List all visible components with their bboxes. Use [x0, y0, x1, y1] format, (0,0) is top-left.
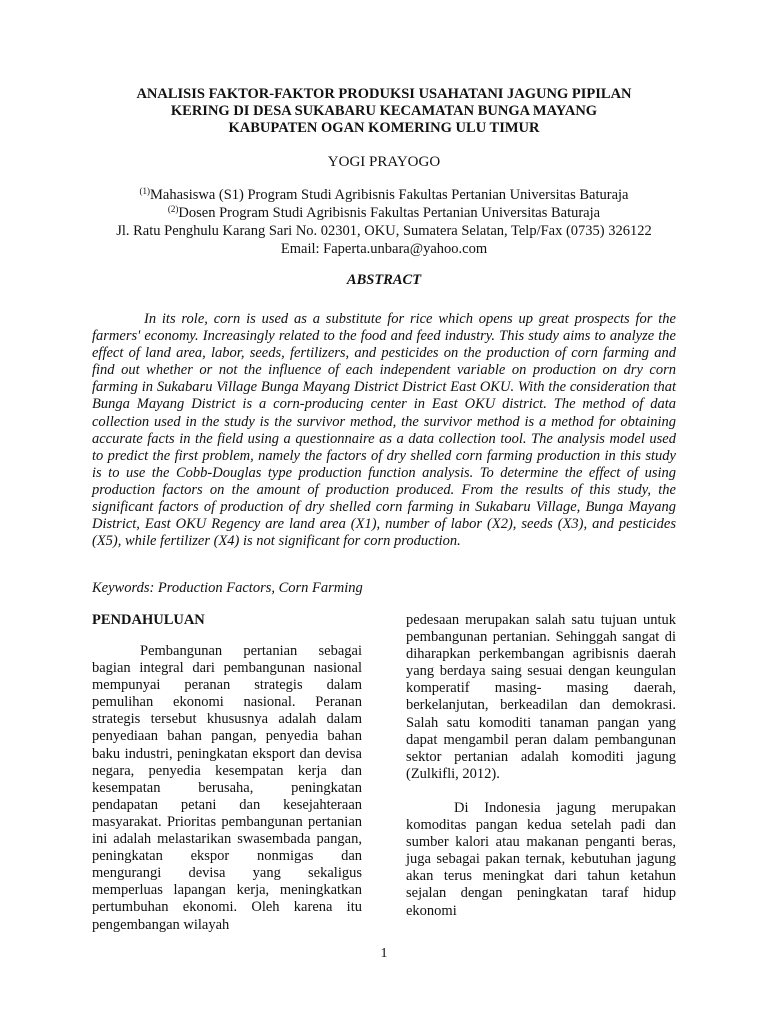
affiliation-address: Jl. Ratu Penghulu Karang Sari No. 02301, OKU, Sumatera Selatan, Telp/Fax (0735) 326122 — [116, 223, 652, 239]
affiliation-line-2 — [0, 204, 768, 222]
page-number: 1 — [380, 946, 388, 961]
body-paragraph-right-2: Di Indonesia jagung merupakan komoditas pangan kedua setelah padi dan sumber kalori atau makanan penganti beras, juga sebagai pakan ternak, kebutuhan jagung akan terus meningkat dari tahun ketahun sejalan dengan peningkatan taraf hidup ekonomi — [406, 799, 676, 919]
body-paragraph-right-1: pedesaan merupakan salah satu tujuan untuk pembangunan pertanian. Sehinggah sangat di diharapkan perkembangan agribisnis daerah yang berdaya saing sesuai dengan keungulan komperatif masing- masing daerah, berkelanjutan, berkeadilan dan demokrasi. Salah satu komoditi tanaman pangan yang dapat mengambil peran dalam pembangunan sektor pertanian adalah komoditi jagung (Zulkifli, 2012). — [406, 612, 676, 782]
abstract-heading: ABSTRACT — [346, 272, 422, 288]
affiliation-block — [0, 186, 768, 258]
affiliation-email: Email: Faperta.unbara@yahoo.com — [280, 241, 488, 257]
affiliation-text-2: Dosen Program Studi Agribisnis Fakultas Pertanian Universitas Baturaja — [178, 205, 601, 221]
affiliation-marker-1: (1) — [139, 186, 151, 196]
keywords-line: Keywords: Production Factors, Corn Farming — [92, 580, 363, 596]
paper-title — [70, 86, 698, 137]
affiliation-marker-2: (2) — [167, 204, 179, 214]
abstract-body: In its role, corn is used as a substitute for rice which opens up great prospects for the farmers' economy. Increasingly related to the food and feed industry. This study aims to analyze the effect of land area, labor, seeds, fertilizers, and pesticides on the production of corn farming and find out whether or not the influence of each independent variable on production on dry corn farming in Sukabaru Village Bunga Mayang District District East OKU. With the consideration that Bunga Mayang District is a corn-producing center in East OKU district. The method of data collection used in the study is the survivor method, the survivor method is a method for obtaining accurate facts in the field using a questionnaire as a data collection tool. The analysis model used to predict the first problem, namely the factors of dry shelled corn farming production in this study is to use the Cobb-Douglas type production function analysis. To determine the effect of using production factors on the amount of production produced. From the results of this study, the significant factors of production of dry shelled corn farming in Sukabaru Village, Bunga Mayang District, East OKU Regency are land area (X1), number of labor (X2), seeds (X3), and pesticides (X5), while fertilizer (X4) is not significant for corn production. — [92, 311, 676, 550]
title-line-3: KABUPATEN OGAN KOMERING ULU TIMUR — [228, 120, 540, 136]
affiliation-line-1 — [0, 186, 768, 204]
section-heading: PENDAHULUAN — [92, 612, 205, 628]
author-name: YOGI PRAYOGO — [327, 154, 441, 170]
affiliation-text-1: Mahasiswa (S1) Program Studi Agribisnis Fakultas Pertanian Universitas Baturaja — [150, 187, 629, 203]
right-column — [406, 612, 676, 920]
title-line-2: KERING DI DESA SUKABARU KECAMATAN BUNGA MAYANG — [170, 103, 598, 119]
title-line-1: ANALISIS FAKTOR-FAKTOR PRODUKSI USAHATANI JAGUNG PIPILAN — [136, 86, 632, 102]
left-column — [92, 612, 362, 934]
body-paragraph-left: Pembangunan pertanian sebagai bagian integral dari pembangunan nasional mempunyai peranan strategis dalam pemulihan ekonomi nasional. Peranan strategis tersebut khususnya adalah dalam penyediaan bahan pangan, penyedia bahan baku industri, peningkatan eksport dan devisa negara, penyedia kesempatan kerja dan kesempatan berusaha, peningkatan pendapatan petani dan kesejahteraan masyarakat. Prioritas pembangunan pertanian ini adalah melastarikan swasembada pangan, peningkatan ekspor nonmigas dan mengurangi devisa yang sekaligus memperluas lapangan kerja, meningkatkan pertumbuhan ekonomi. Oleh karena itu pengembangan wilayah — [92, 643, 362, 933]
